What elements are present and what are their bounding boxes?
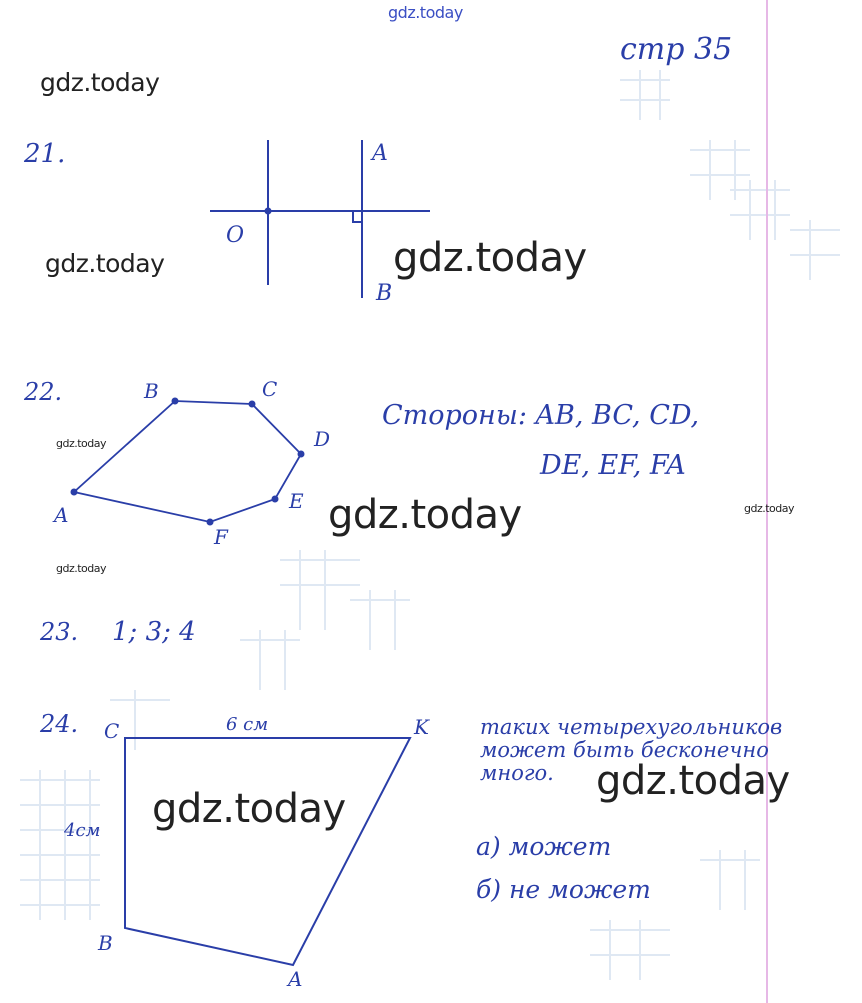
vertex-label-c: C [262, 377, 278, 401]
vertex-e [272, 496, 279, 503]
point-o [265, 208, 272, 215]
label-c: C [104, 719, 120, 743]
top-side-length: 6 см [226, 714, 269, 735]
page-reference: стр 35 [620, 32, 733, 67]
watermark-small: gdz.today [56, 437, 107, 450]
explanation-line-3: много. [480, 761, 554, 785]
vertex-label-f: F [214, 525, 228, 549]
vertex-label-b: B [144, 379, 159, 403]
vertex-c [249, 401, 256, 408]
task21-number: 21. [24, 139, 66, 169]
label-a: A [372, 141, 388, 166]
watermark-left: gdz.today [45, 249, 165, 278]
watermark-top: gdz.today [388, 3, 463, 22]
answer-b: б) не может [476, 875, 651, 904]
watermark-center: gdz.today [152, 786, 346, 832]
watermark-small: gdz.today [744, 502, 795, 515]
explanation-line-1: таких четырехугольников [480, 715, 783, 739]
label-k: K [414, 715, 429, 739]
watermark-center: gdz.today [393, 235, 587, 281]
sides-line-2: DE, EF, FA [540, 450, 686, 481]
vertex-label-e: E [289, 489, 304, 513]
label-b: B [98, 931, 113, 955]
left-side-length: 4см [64, 820, 101, 841]
label-a: A [288, 967, 303, 991]
task22-number: 22. [24, 378, 63, 406]
right-angle-mark [353, 211, 362, 222]
watermark-small: gdz.today [56, 562, 107, 575]
watermark-center: gdz.today [328, 492, 522, 538]
hexagon [74, 401, 301, 522]
vertex-d [298, 451, 305, 458]
vertex-label-a: A [54, 503, 69, 527]
label-o: O [226, 223, 245, 248]
watermark-right: gdz.today [596, 758, 790, 804]
vertex-label-d: D [314, 427, 331, 451]
vertex-b [172, 398, 179, 405]
quadrilateral [125, 738, 410, 965]
vertex-f [207, 519, 214, 526]
label-b: B [376, 281, 393, 306]
watermark-left: gdz.today [40, 68, 160, 97]
explanation-line-2: может быть бесконечно [480, 738, 769, 762]
task23-answer: 1; 3; 4 [112, 617, 196, 647]
task23-number: 23. [40, 618, 79, 646]
task21-figure [210, 140, 430, 298]
answer-a: а) может [476, 832, 612, 861]
vertex-a [71, 489, 78, 496]
sides-line-1: Стороны: AB, BC, CD, [382, 400, 700, 431]
task24-number: 24. [40, 710, 79, 738]
